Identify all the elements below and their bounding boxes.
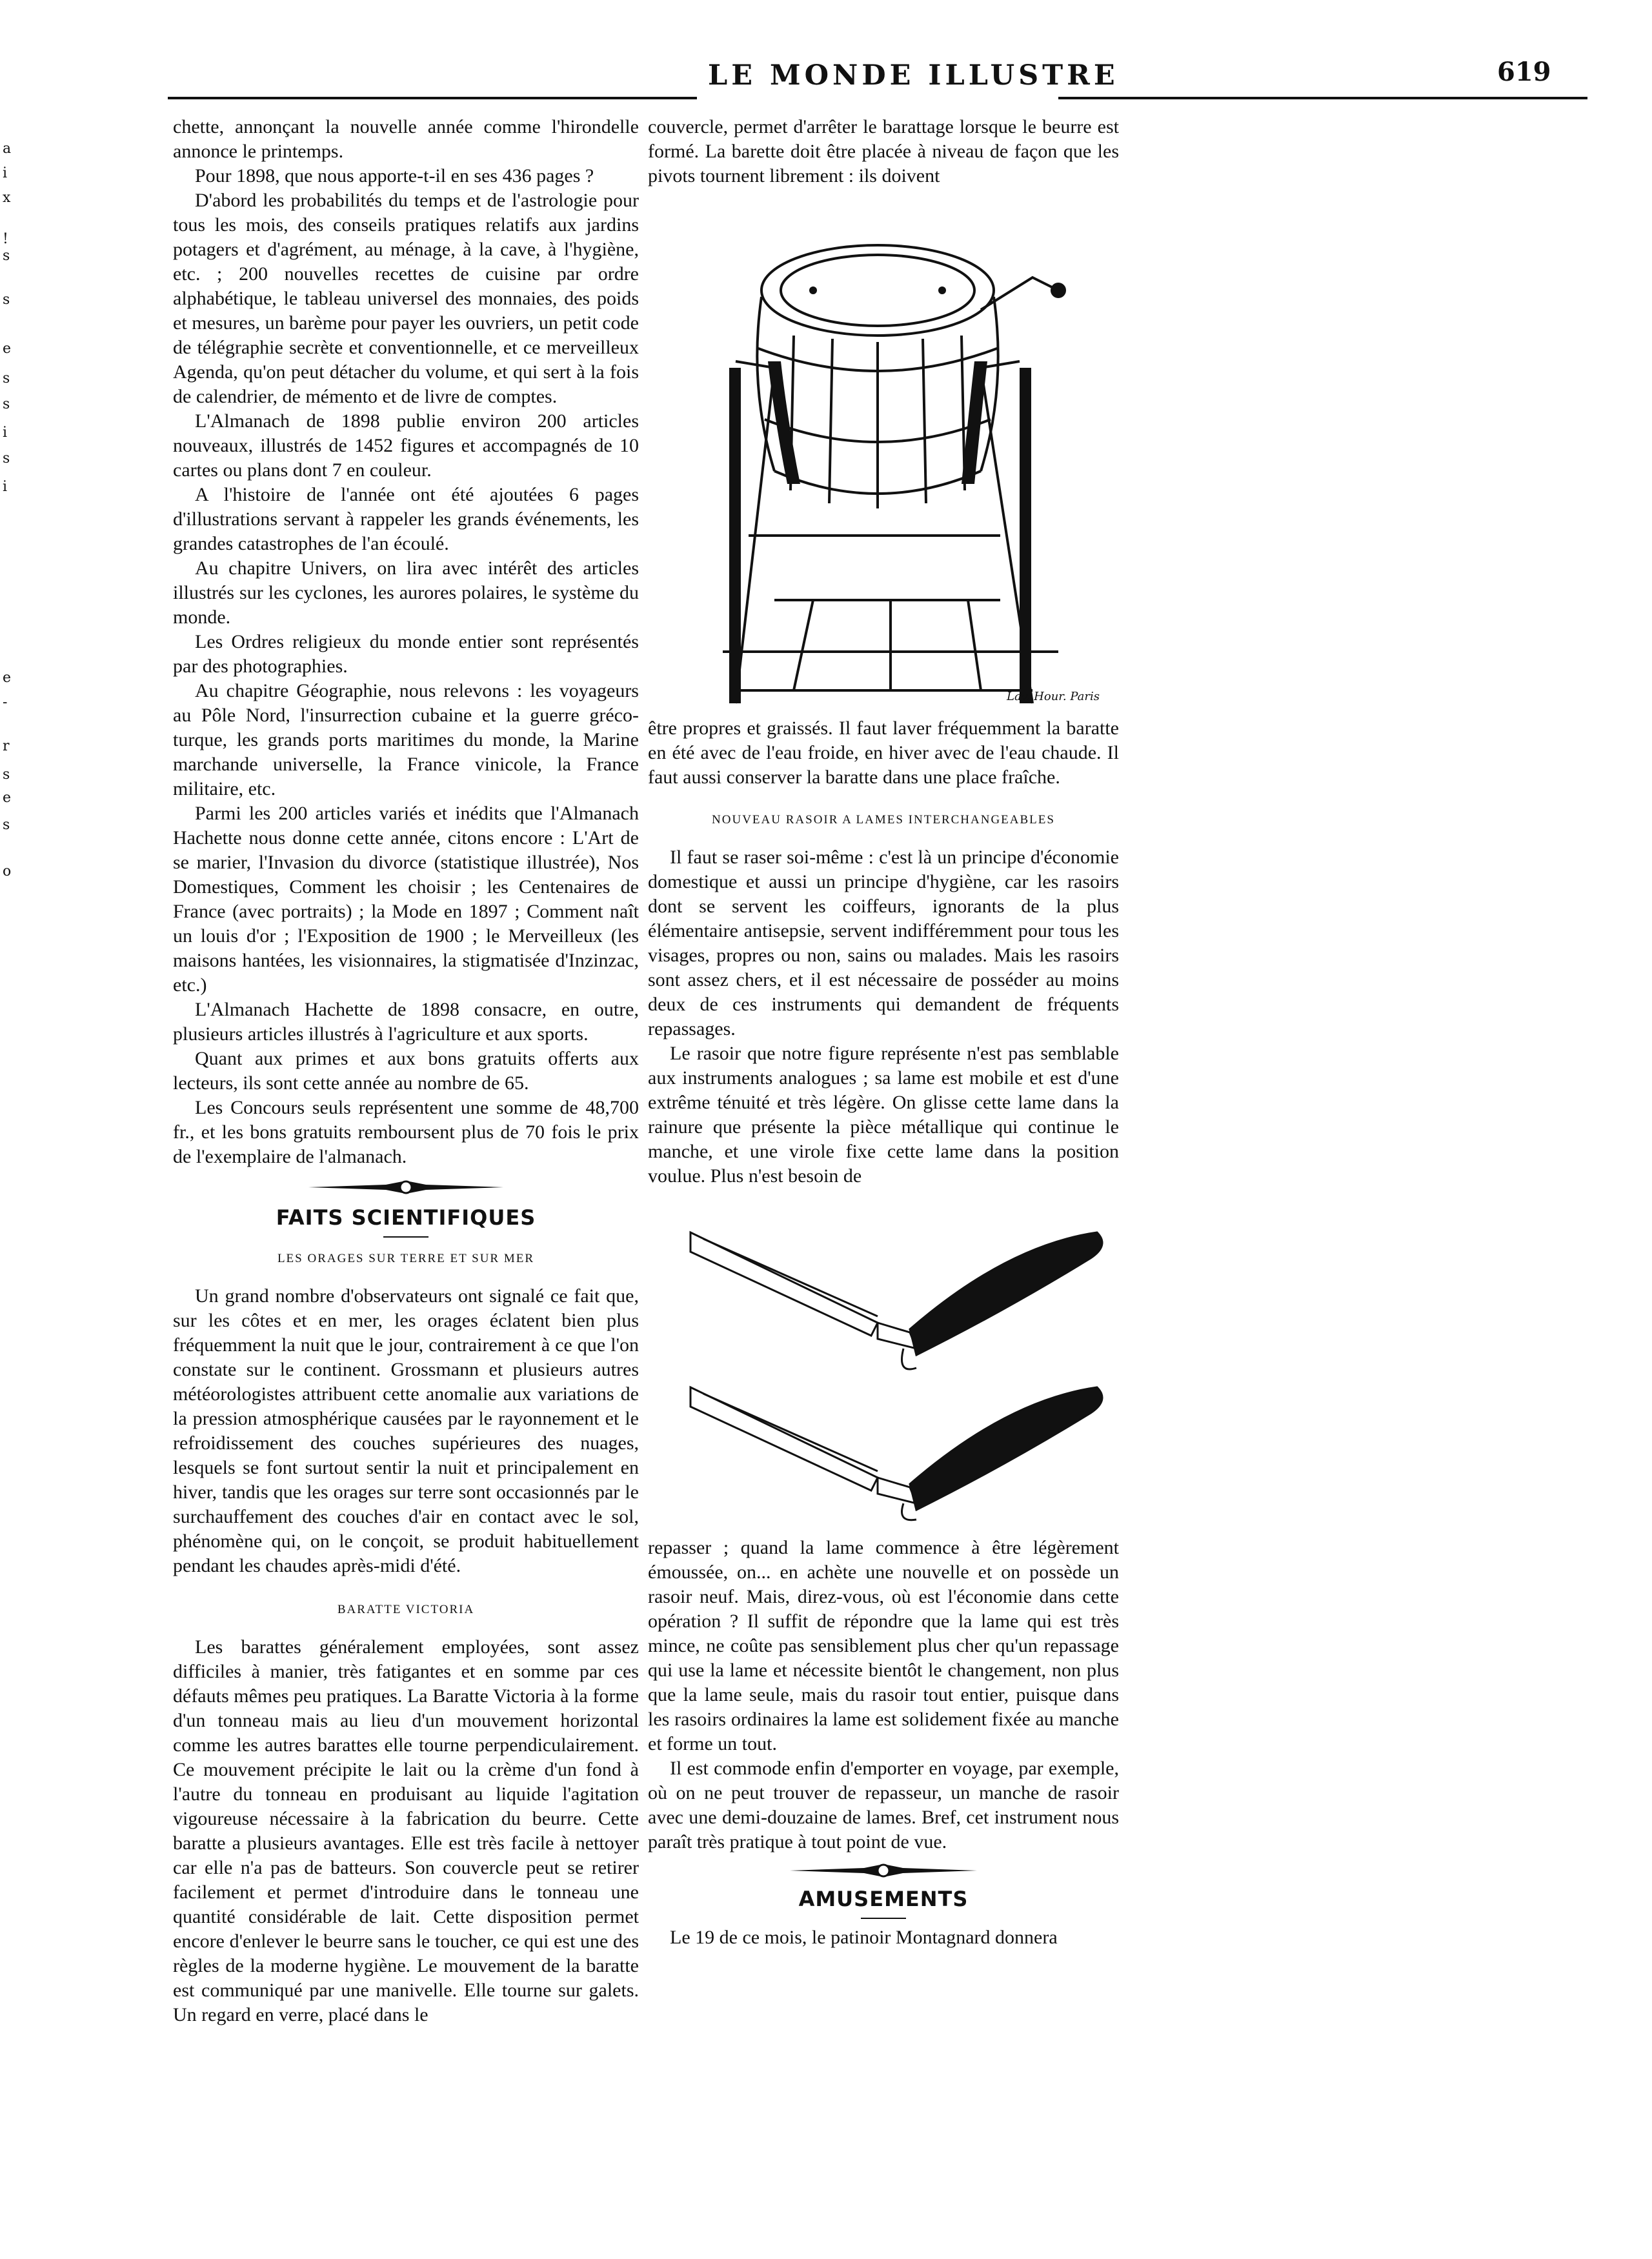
margin-fragment: i bbox=[3, 479, 8, 495]
paragraph: Le 19 de ce mois, le patinoir Montagnard donnera bbox=[670, 1927, 1058, 1948]
paragraph: Les barattes généralement employées, sont assez difficiles à manier, très fatigantes et en somme par ces défauts mêmes peu pratiques. La Baratte Victoria à la forme d'un tonneau mais au lieu d'un mouvement horizontal comme les autres barattes elle tourne perpendiculairement. Ce mouvement précipite le lait ou la crème d'un fond à l'autre du tonneau en produisant au liquide l'agitation vigoureuse nécessaire à la fabrication du beurre. Cette baratte a plusieurs avantages. Elle est très facile à nettoyer car elle n'a pas de batteurs. Son couvercle peut se retirer facilement et permet d'introduire dans le tonneau une quantité considérable de lait. Cette disposition permet encore d'enlever le beurre sans le toucher, ce qui est une des règles de la moderne hygiène. Le mouvement de la baratte est communiqué par une manivelle. Elle tourne sur galets. Un regard en verre, placé dans le bbox=[173, 1636, 639, 2025]
paragraph: L'Almanach de 1898 publie environ 200 articles nouveaux, illustrés de 1452 figures et accompagnés de 10 cartes ou plans dont 7 en couleur. bbox=[173, 410, 639, 481]
margin-fragment: i bbox=[3, 165, 8, 181]
margin-fragment: s bbox=[3, 292, 10, 308]
margin-fragment: x bbox=[3, 190, 11, 206]
subheading-orages: LES ORAGES SUR TERRE ET SUR MER bbox=[277, 1252, 535, 1265]
paragraph: Parmi les 200 articles variés et inédits que l'Almanach Hachette nous donne cette année, citons encore : L'Art de se marier, l'Invasion du divorce (statistique illustrée), Nos Domestiques, Comment les choisir ; les Centenaires de France (avec portraits) ; la Mode en 1897 ; Comment naît un louis d'or ; l'Exposition de 1900 ; le Merveilleux (les maisons hantées, les visionnaires, la stigmatisée d'Inzinzac, etc.) bbox=[173, 803, 639, 996]
subheading-rasoir: NOUVEAU RASOIR A LAMES INTERCHANGEABLES bbox=[712, 813, 1055, 827]
margin-fragment: i bbox=[3, 425, 8, 441]
margin-fragment: a bbox=[3, 141, 12, 157]
paragraph: Les Ordres religieux du monde entier sont représentés par des photographies. bbox=[173, 631, 639, 677]
paragraph: Les Concours seuls représentent une somme de 48,700 fr., et les bons gratuits remboursent plus de 70 fois le prix de l'exemplaire de l'almanach. bbox=[173, 1097, 639, 1167]
margin-fragment: - bbox=[3, 694, 8, 710]
margin-fragment: e bbox=[3, 341, 12, 357]
ornament-divider bbox=[648, 1854, 1119, 1887]
paragraph: Pour 1898, que nous apporte-t-il en ses 436 pages ? bbox=[195, 165, 594, 186]
margin-fragment: s bbox=[3, 248, 10, 264]
page-number: 619 bbox=[1497, 57, 1551, 87]
column-2-bottom bbox=[648, 1536, 1119, 1950]
section-title-faits-scientifiques: FAITS SCIENTIFIQUES bbox=[276, 1205, 536, 1230]
paragraph: A l'histoire de l'année ont été ajoutées 6 pages d'illustrations servant à rappeler les grands événements, les grandes catastrophes de l'an écoulé. bbox=[173, 484, 639, 554]
margin-fragment: o bbox=[3, 863, 12, 879]
header-rule-left bbox=[168, 97, 697, 99]
short-rule bbox=[383, 1236, 428, 1238]
paragraph: Quant aux primes et aux bons gratuits offerts aux lecteurs, ils sont cette année au nombre de 65. bbox=[173, 1048, 639, 1094]
margin-fragment: s bbox=[3, 450, 10, 467]
razor-illustration bbox=[684, 1220, 1123, 1529]
margin-fragment: s bbox=[3, 817, 10, 833]
paragraph: chette, annonçant la nouvelle année comme l'hirondelle annonce le printemps. bbox=[173, 116, 639, 162]
paragraph: Il faut se raser soi-même : c'est là un principe d'économie domestique et aussi un principe d'hygiène, car les rasoirs dont se servent les coiffeurs, ignorants de la plus élémentaire antisepsie, servent indifféremment pour tous les visages, propres ou non, sains ou malades. Mais les rasoirs sont assez chers, et il est nécessaire de posséder au moins deux de ces instruments qui demandent de fréquents repassages. bbox=[648, 847, 1119, 1039]
paragraph: repasser ; quand la lame commence à être légèrement émoussée, on... en achète une nouvelle et on possède un rasoir neuf. Mais, direz-vous, où est l'économie dans cette opération ? Il suffit de répondre que la lame qui est très mince, ne coûte pas sensiblement plus cher qu'un repassage qui use la lame et nécessite bientôt le changement, non plus que la lame seule, mais du rasoir tout entier, puisque dans les rasoirs ordinaires la lame est solidement fixée au manche et forme un tout. bbox=[648, 1537, 1119, 1754]
margin-fragment: s bbox=[3, 370, 10, 387]
margin-fragment: e bbox=[3, 670, 12, 686]
column-2-lower bbox=[648, 716, 1119, 1189]
margin-fragment: s bbox=[3, 767, 10, 783]
figure-signature: Lav. Hour. Paris bbox=[1007, 690, 1100, 703]
margin-fragment: r bbox=[3, 738, 10, 754]
margin-fragment: s bbox=[3, 396, 10, 412]
paragraph: être propres et graissés. Il faut laver fréquemment la baratte en été avec de l'eau froide, en hiver avec de l'eau chaude. Il faut aussi conserver la baratte dans une place fraîche. bbox=[648, 718, 1119, 788]
baratte-illustration bbox=[697, 213, 1100, 710]
paragraph: L'Almanach Hachette de 1898 consacre, en outre, plusieurs articles illustrés à l'agriculture et aux sports. bbox=[173, 999, 639, 1045]
column-2 bbox=[648, 115, 1119, 188]
ornament-divider bbox=[173, 1169, 639, 1205]
paragraph: Il est commode enfin d'emporter en voyage, par exemple, où on ne peut trouver de repasseur, un manche de rasoir avec une demi-douzaine de lames. Bref, cet instrument nous paraît très pratique à tout point de vue. bbox=[648, 1758, 1119, 1852]
short-rule bbox=[861, 1918, 906, 1919]
paragraph: Le rasoir que notre figure représente n'est pas semblable aux instruments analogues ; sa lame est mobile et est d'une extrême ténuité et très légère. On glisse cette lame dans la rainure que présente la pièce métallique qui continue le manche, et une virole fixe cette lame dans la position voulue. Plus n'est besoin de bbox=[648, 1043, 1119, 1187]
section-title-amusements: AMUSEMENTS bbox=[798, 1887, 969, 1911]
paragraph: couvercle, permet d'arrêter le barattage lorsque le beurre est formé. La barette doit être placée à niveau de façon que les pivots tournent librement : ils doivent bbox=[648, 116, 1119, 186]
masthead-title: LE MONDE ILLUSTRE bbox=[708, 59, 1119, 92]
margin-fragment: ! bbox=[3, 231, 8, 247]
paragraph: Au chapitre Géographie, nous relevons : les voyageurs au Pôle Nord, l'insurrection cubaine et la guerre gréco-turque, les grands ports maritimes du monde, la Marine marchande universelle, la France vinicole, la France militaire, etc. bbox=[173, 680, 639, 799]
header-rule-right bbox=[1058, 97, 1587, 99]
subheading-baratte: BARATTE VICTORIA bbox=[337, 1603, 475, 1616]
margin-fragment: e bbox=[3, 790, 12, 806]
paragraph: Un grand nombre d'observateurs ont signalé ce fait que, sur les côtes et en mer, les orages éclatent bien plus fréquemment la nuit que le jour, contrairement à ce que l'on constate sur le continent. Grossmann et plusieurs autres météorologistes attribuent cette anomalie aux variations de la pression atmosphérique causées par le rayonnement et le refroidissement des couches supérieures des nuages, lesquels se font surtout sentir la nuit et principalement en hiver, tandis que les orages sur terre sont occasionnés par le surchauffement des couches d'air en contact avec le sol, phénomène qui, on le conçoit, se produit habituellement pendant les chaudes après-midi d'été. bbox=[173, 1285, 639, 1576]
paragraph: Au chapitre Univers, on lira avec intérêt des articles illustrés sur les cyclones, les aurores polaires, le système du monde. bbox=[173, 557, 639, 628]
column-1 bbox=[173, 115, 639, 2027]
paragraph: D'abord les probabilités du temps et de l'astrologie pour tous les mois, des conseils pratiques relatifs aux jardins potagers et d'agrément, au ménage, à la cave, à l'hygiène, etc. ; 200 nouvelles recettes de cuisine par ordre alphabétique, le tableau universel des monnaies, des poids et mesures, un barème pour payer les ouvriers, un petit code de télégraphie secrète et conventionnelle, et ce merveilleux Agenda, qu'on peut détacher du volume, et qui sert à la fois de calendrier, de mémento et de livre de comptes. bbox=[173, 190, 639, 407]
